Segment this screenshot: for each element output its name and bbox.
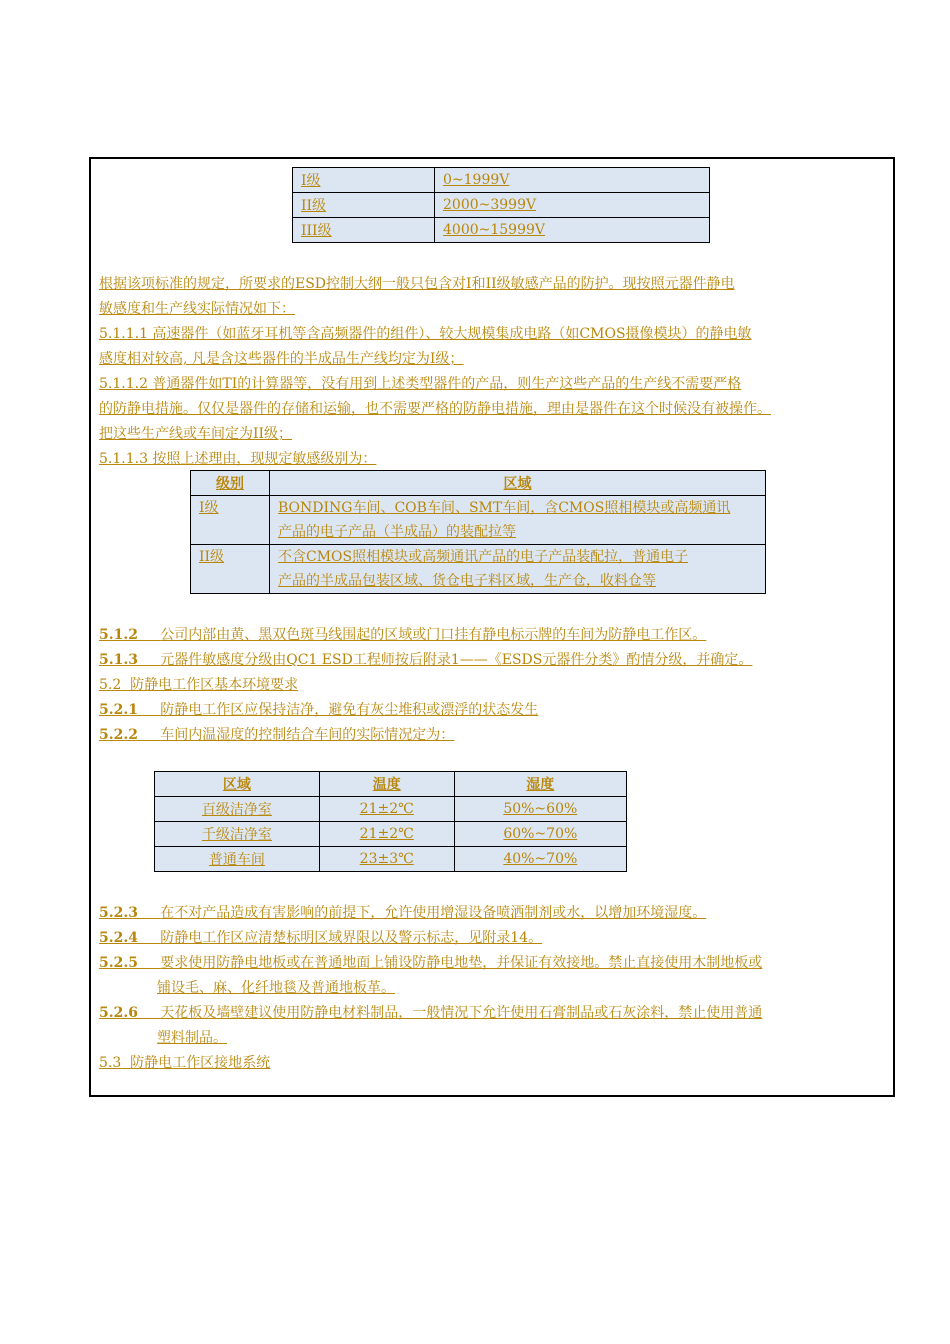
area-cell: [270, 545, 766, 594]
paragraph-line: 把这些生产线或车间定为II级；: [99, 426, 293, 442]
header-cell: 区域: [270, 471, 766, 496]
section-line: 5.1.3 元器件敏感度分级由QC1 ESD工程师按后附录1——《ESDS元器件分类》酌情分级，并确定。: [99, 652, 753, 668]
section-line: 5.2.5 要求使用防静电地板或在普通地面上铺设防静电地垫，并保证有效接地。禁止直接使用木制地板或: [99, 955, 763, 971]
section-heading: 5.3 防静电工作区接地系统: [99, 1055, 271, 1071]
area-line: 不含CMOS照相模块或高频通讯产品的电子产品装配拉，普通电子: [278, 549, 689, 565]
range-cell: 4000~15999V: [435, 218, 710, 243]
range-cell: 0~1999V: [435, 168, 710, 193]
environment-table: [154, 771, 627, 872]
humidity-cell: 60%~70%: [454, 822, 626, 847]
paragraph-line: 的防静电措施。仅仅是器件的存储和运输，也不需要严格的防静电措施，理由是器件在这个时候没有被操作。: [99, 401, 771, 417]
header-cell: 级别: [191, 471, 270, 496]
section-line: 5.2.4 防静电工作区应清楚标明区域界限以及警示标志，见附录14。: [99, 930, 543, 946]
area-cell: 千级洁净室: [155, 822, 320, 847]
area-line: BONDING车间、COB车间、SMT车间，含CMOS照相模块或高频通讯: [278, 500, 731, 516]
section-continuation: 塑料制品。: [157, 1030, 227, 1046]
esd-level-table: [292, 167, 710, 243]
level-cell: I级: [293, 168, 435, 193]
section-line: 5.2.2 车间内温湿度的控制结合车间的实际情况定为：: [99, 727, 455, 743]
section-line: 5.2.1 防静电工作区应保持洁净，避免有灰尘堆积或漂浮的状态发生: [99, 702, 539, 718]
area-line: 产品的半成品包装区域、货仓电子料区域，生产仓，收料仓等: [278, 573, 656, 589]
paragraph-line: 5.1.1.2 普通器件如TI的计算器等，没有用到上述类型器件的产品，则生产这些产品的生产线不需要严格: [99, 376, 742, 392]
area-line: 产品的电子产品（半成品）的装配拉等: [278, 524, 516, 540]
table-row: [191, 496, 766, 545]
section-line: 5.2.6 天花板及墙壁建议使用防静电材料制品，一般情况下允许使用石膏制品或石灰涂料，禁止使用普通: [99, 1005, 763, 1021]
paragraph-line: 感度相对较高, 凡是含这些器件的半成品生产线均定为I级；: [99, 351, 464, 367]
level-cell: II级: [191, 545, 270, 594]
sensitivity-table: [190, 470, 766, 594]
area-cell: [270, 496, 766, 545]
level-cell: I级: [191, 496, 270, 545]
header-cell: 湿度: [454, 772, 626, 797]
paragraph-line: 5.1.1.1 高速器件（如蓝牙耳机等含高频器件的组件）、较大规模集成电路（如CMOS摄像模块）的静电敏: [99, 326, 752, 342]
table-header-row: [191, 471, 766, 496]
table-row: [293, 193, 710, 218]
table-row: [293, 218, 710, 243]
temperature-cell: 23±3℃: [319, 847, 454, 872]
header-cell: 温度: [319, 772, 454, 797]
temperature-cell: 21±2℃: [319, 822, 454, 847]
table-row: [155, 847, 627, 872]
table-row: [293, 168, 710, 193]
section-line: 5.2.3 在不对产品造成有害影响的前提下，允许使用增湿设备喷洒制剂或水，以增加环境湿度。: [99, 905, 707, 921]
section-continuation: 铺设毛、麻、化纤地毯及普通地板革。: [157, 980, 395, 996]
header-cell: 区域: [155, 772, 320, 797]
humidity-cell: 40%~70%: [454, 847, 626, 872]
table-row: [155, 822, 627, 847]
section-line: 5.1.2 公司内部由黄、黑双色斑马线围起的区域或门口挂有静电标示牌的车间为防静电工作区。: [99, 627, 707, 643]
range-cell: 2000~3999V: [435, 193, 710, 218]
level-cell: III级: [293, 218, 435, 243]
area-cell: 普通车间: [155, 847, 320, 872]
area-cell: 百级洁净室: [155, 797, 320, 822]
level-cell: II级: [293, 193, 435, 218]
paragraph-line: 5.1.1.3 按照上述理由，现规定敏感级别为：: [99, 451, 377, 467]
section-heading: 5.2 防静电工作区基本环境要求: [99, 677, 299, 693]
table-row: [191, 545, 766, 594]
paragraph-line: 根据该项标准的规定，所要求的ESD控制大纲一般只包含对I和II级敏感产品的防护。现按照元器件静电: [99, 276, 735, 292]
table-row: [155, 797, 627, 822]
table-header-row: [155, 772, 627, 797]
paragraph-line: 敏感度和生产线实际情况如下：: [99, 301, 295, 317]
humidity-cell: 50%~60%: [454, 797, 626, 822]
temperature-cell: 21±2℃: [319, 797, 454, 822]
